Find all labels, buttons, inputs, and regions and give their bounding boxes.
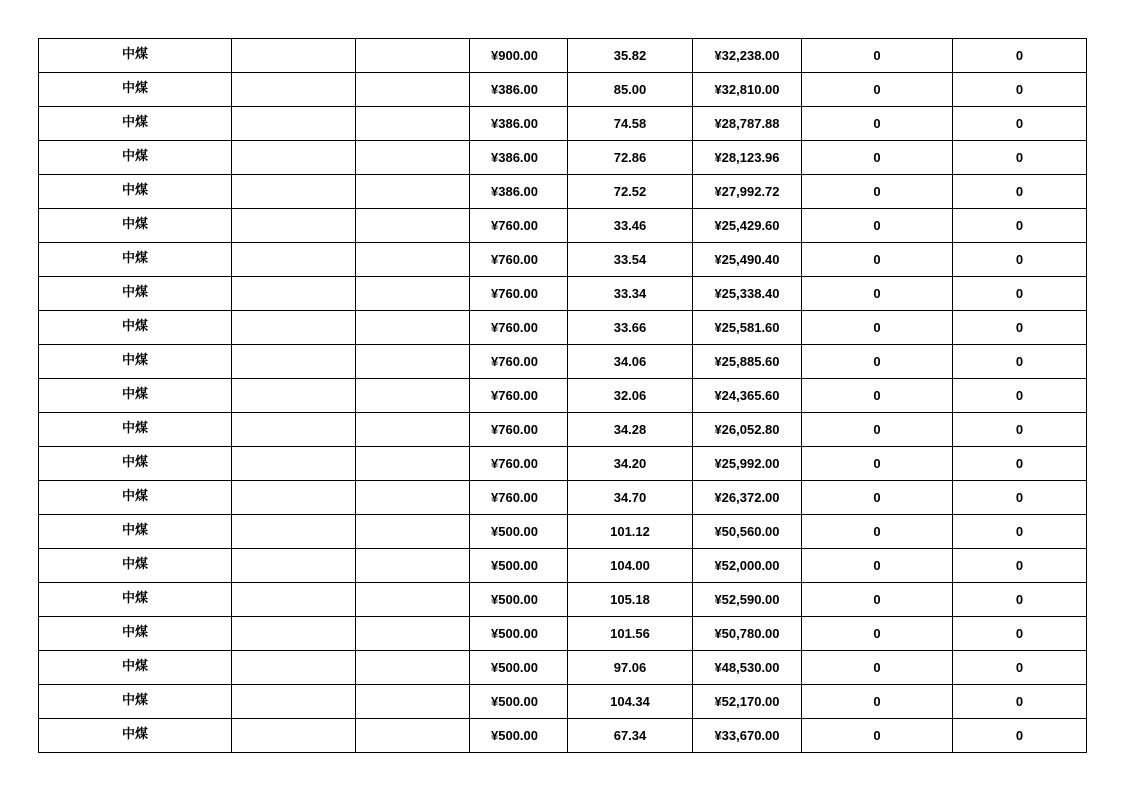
table-row — [39, 719, 1087, 753]
cell-value-1: 0 — [802, 311, 953, 345]
cell-value-2: 0 — [953, 141, 1087, 175]
cell-col2 — [232, 107, 356, 141]
cell-name: 中煤 — [39, 39, 232, 73]
table-row — [39, 379, 1087, 413]
cell-value-1: 0 — [802, 73, 953, 107]
cell-quantity: 85.00 — [568, 73, 693, 107]
cell-price: ¥760.00 — [470, 345, 568, 379]
table-body — [39, 39, 1087, 753]
cell-value-1: 0 — [802, 209, 953, 243]
cell-col3 — [356, 243, 470, 277]
cell-price: ¥900.00 — [470, 39, 568, 73]
cell-quantity: 72.52 — [568, 175, 693, 209]
data-table — [38, 38, 1087, 753]
cell-value-2: 0 — [953, 447, 1087, 481]
cell-quantity: 32.06 — [568, 379, 693, 413]
cell-col3 — [356, 311, 470, 345]
table-row — [39, 413, 1087, 447]
cell-quantity: 67.34 — [568, 719, 693, 753]
cell-value-1: 0 — [802, 617, 953, 651]
cell-amount: ¥52,000.00 — [693, 549, 802, 583]
cell-value-1: 0 — [802, 515, 953, 549]
cell-amount: ¥25,885.60 — [693, 345, 802, 379]
cell-amount: ¥25,490.40 — [693, 243, 802, 277]
cell-price: ¥760.00 — [470, 379, 568, 413]
cell-amount: ¥32,238.00 — [693, 39, 802, 73]
cell-amount: ¥26,052.80 — [693, 413, 802, 447]
cell-name: 中煤 — [39, 209, 232, 243]
cell-quantity: 104.34 — [568, 685, 693, 719]
table-row — [39, 277, 1087, 311]
cell-value-2: 0 — [953, 73, 1087, 107]
cell-price: ¥500.00 — [470, 583, 568, 617]
table-row — [39, 107, 1087, 141]
cell-value-2: 0 — [953, 719, 1087, 753]
cell-quantity: 72.86 — [568, 141, 693, 175]
table-row — [39, 345, 1087, 379]
cell-col3 — [356, 141, 470, 175]
table-row — [39, 685, 1087, 719]
cell-col2 — [232, 413, 356, 447]
cell-amount: ¥50,780.00 — [693, 617, 802, 651]
cell-name: 中煤 — [39, 345, 232, 379]
cell-price: ¥386.00 — [470, 73, 568, 107]
cell-price: ¥386.00 — [470, 107, 568, 141]
table-row — [39, 311, 1087, 345]
cell-col2 — [232, 141, 356, 175]
cell-col2 — [232, 481, 356, 515]
cell-amount: ¥28,123.96 — [693, 141, 802, 175]
cell-col2 — [232, 73, 356, 107]
cell-amount: ¥27,992.72 — [693, 175, 802, 209]
cell-col3 — [356, 617, 470, 651]
cell-col2 — [232, 583, 356, 617]
cell-col2 — [232, 617, 356, 651]
cell-quantity: 101.56 — [568, 617, 693, 651]
cell-name: 中煤 — [39, 277, 232, 311]
cell-value-1: 0 — [802, 175, 953, 209]
cell-col2 — [232, 549, 356, 583]
cell-quantity: 101.12 — [568, 515, 693, 549]
cell-value-1: 0 — [802, 379, 953, 413]
cell-col3 — [356, 277, 470, 311]
cell-value-1: 0 — [802, 277, 953, 311]
cell-name: 中煤 — [39, 719, 232, 753]
cell-quantity: 34.06 — [568, 345, 693, 379]
table-row — [39, 141, 1087, 175]
cell-value-1: 0 — [802, 685, 953, 719]
cell-name: 中煤 — [39, 379, 232, 413]
cell-name: 中煤 — [39, 175, 232, 209]
cell-value-2: 0 — [953, 617, 1087, 651]
cell-col3 — [356, 345, 470, 379]
cell-price: ¥500.00 — [470, 685, 568, 719]
cell-quantity: 34.20 — [568, 447, 693, 481]
table-row — [39, 549, 1087, 583]
table-row — [39, 651, 1087, 685]
cell-price: ¥760.00 — [470, 243, 568, 277]
cell-quantity: 33.54 — [568, 243, 693, 277]
cell-col2 — [232, 311, 356, 345]
cell-name: 中煤 — [39, 141, 232, 175]
cell-quantity: 34.70 — [568, 481, 693, 515]
cell-name: 中煤 — [39, 549, 232, 583]
cell-col2 — [232, 345, 356, 379]
cell-amount: ¥28,787.88 — [693, 107, 802, 141]
cell-amount: ¥25,992.00 — [693, 447, 802, 481]
cell-name: 中煤 — [39, 515, 232, 549]
cell-value-1: 0 — [802, 107, 953, 141]
cell-price: ¥760.00 — [470, 311, 568, 345]
cell-value-1: 0 — [802, 549, 953, 583]
cell-name: 中煤 — [39, 107, 232, 141]
cell-price: ¥500.00 — [470, 651, 568, 685]
cell-col2 — [232, 39, 356, 73]
table-row — [39, 481, 1087, 515]
cell-price: ¥760.00 — [470, 481, 568, 515]
cell-value-2: 0 — [953, 243, 1087, 277]
cell-name: 中煤 — [39, 481, 232, 515]
cell-col2 — [232, 651, 356, 685]
cell-col3 — [356, 413, 470, 447]
cell-amount: ¥48,530.00 — [693, 651, 802, 685]
cell-quantity: 33.66 — [568, 311, 693, 345]
cell-col3 — [356, 175, 470, 209]
cell-amount: ¥24,365.60 — [693, 379, 802, 413]
cell-amount: ¥50,560.00 — [693, 515, 802, 549]
cell-amount: ¥32,810.00 — [693, 73, 802, 107]
table-row — [39, 243, 1087, 277]
cell-value-2: 0 — [953, 515, 1087, 549]
cell-col2 — [232, 209, 356, 243]
cell-col3 — [356, 719, 470, 753]
cell-price: ¥386.00 — [470, 175, 568, 209]
cell-value-2: 0 — [953, 413, 1087, 447]
cell-quantity: 104.00 — [568, 549, 693, 583]
cell-value-1: 0 — [802, 413, 953, 447]
cell-name: 中煤 — [39, 685, 232, 719]
cell-price: ¥760.00 — [470, 209, 568, 243]
cell-col3 — [356, 651, 470, 685]
cell-value-1: 0 — [802, 243, 953, 277]
cell-name: 中煤 — [39, 651, 232, 685]
cell-price: ¥760.00 — [470, 447, 568, 481]
cell-col2 — [232, 277, 356, 311]
cell-col3 — [356, 583, 470, 617]
cell-quantity: 35.82 — [568, 39, 693, 73]
cell-quantity: 33.34 — [568, 277, 693, 311]
cell-value-1: 0 — [802, 719, 953, 753]
cell-col3 — [356, 515, 470, 549]
cell-value-2: 0 — [953, 549, 1087, 583]
cell-value-1: 0 — [802, 583, 953, 617]
cell-value-2: 0 — [953, 107, 1087, 141]
cell-quantity: 105.18 — [568, 583, 693, 617]
cell-name: 中煤 — [39, 617, 232, 651]
cell-price: ¥500.00 — [470, 719, 568, 753]
cell-name: 中煤 — [39, 583, 232, 617]
cell-value-2: 0 — [953, 651, 1087, 685]
cell-name: 中煤 — [39, 447, 232, 481]
table-row — [39, 39, 1087, 73]
cell-quantity: 97.06 — [568, 651, 693, 685]
cell-price: ¥500.00 — [470, 549, 568, 583]
table-row — [39, 583, 1087, 617]
cell-col2 — [232, 379, 356, 413]
cell-price: ¥500.00 — [470, 617, 568, 651]
cell-amount: ¥25,429.60 — [693, 209, 802, 243]
cell-amount: ¥33,670.00 — [693, 719, 802, 753]
cell-amount: ¥25,338.40 — [693, 277, 802, 311]
cell-value-2: 0 — [953, 345, 1087, 379]
cell-col3 — [356, 685, 470, 719]
cell-col3 — [356, 39, 470, 73]
cell-value-2: 0 — [953, 685, 1087, 719]
cell-col3 — [356, 379, 470, 413]
cell-value-1: 0 — [802, 141, 953, 175]
cell-price: ¥760.00 — [470, 277, 568, 311]
table-row — [39, 447, 1087, 481]
cell-amount: ¥52,170.00 — [693, 685, 802, 719]
table-row — [39, 617, 1087, 651]
cell-col2 — [232, 515, 356, 549]
cell-value-2: 0 — [953, 583, 1087, 617]
cell-value-2: 0 — [953, 175, 1087, 209]
table-row — [39, 515, 1087, 549]
table-row — [39, 73, 1087, 107]
cell-col3 — [356, 73, 470, 107]
cell-col3 — [356, 481, 470, 515]
table-row — [39, 175, 1087, 209]
cell-amount: ¥52,590.00 — [693, 583, 802, 617]
cell-amount: ¥25,581.60 — [693, 311, 802, 345]
cell-value-2: 0 — [953, 277, 1087, 311]
cell-quantity: 74.58 — [568, 107, 693, 141]
cell-value-2: 0 — [953, 39, 1087, 73]
cell-value-1: 0 — [802, 345, 953, 379]
cell-name: 中煤 — [39, 73, 232, 107]
cell-col2 — [232, 243, 356, 277]
cell-col3 — [356, 209, 470, 243]
cell-price: ¥760.00 — [470, 413, 568, 447]
cell-value-2: 0 — [953, 311, 1087, 345]
cell-amount: ¥26,372.00 — [693, 481, 802, 515]
cell-value-1: 0 — [802, 447, 953, 481]
cell-quantity: 34.28 — [568, 413, 693, 447]
cell-name: 中煤 — [39, 311, 232, 345]
cell-col2 — [232, 175, 356, 209]
cell-value-2: 0 — [953, 379, 1087, 413]
cell-col2 — [232, 685, 356, 719]
cell-value-1: 0 — [802, 481, 953, 515]
cell-value-1: 0 — [802, 39, 953, 73]
cell-name: 中煤 — [39, 413, 232, 447]
cell-name: 中煤 — [39, 243, 232, 277]
cell-value-1: 0 — [802, 651, 953, 685]
cell-col3 — [356, 107, 470, 141]
cell-col2 — [232, 719, 356, 753]
cell-col3 — [356, 447, 470, 481]
cell-value-2: 0 — [953, 481, 1087, 515]
table-row — [39, 209, 1087, 243]
cell-col3 — [356, 549, 470, 583]
cell-quantity: 33.46 — [568, 209, 693, 243]
cell-price: ¥500.00 — [470, 515, 568, 549]
cell-value-2: 0 — [953, 209, 1087, 243]
cell-col2 — [232, 447, 356, 481]
cell-price: ¥386.00 — [470, 141, 568, 175]
